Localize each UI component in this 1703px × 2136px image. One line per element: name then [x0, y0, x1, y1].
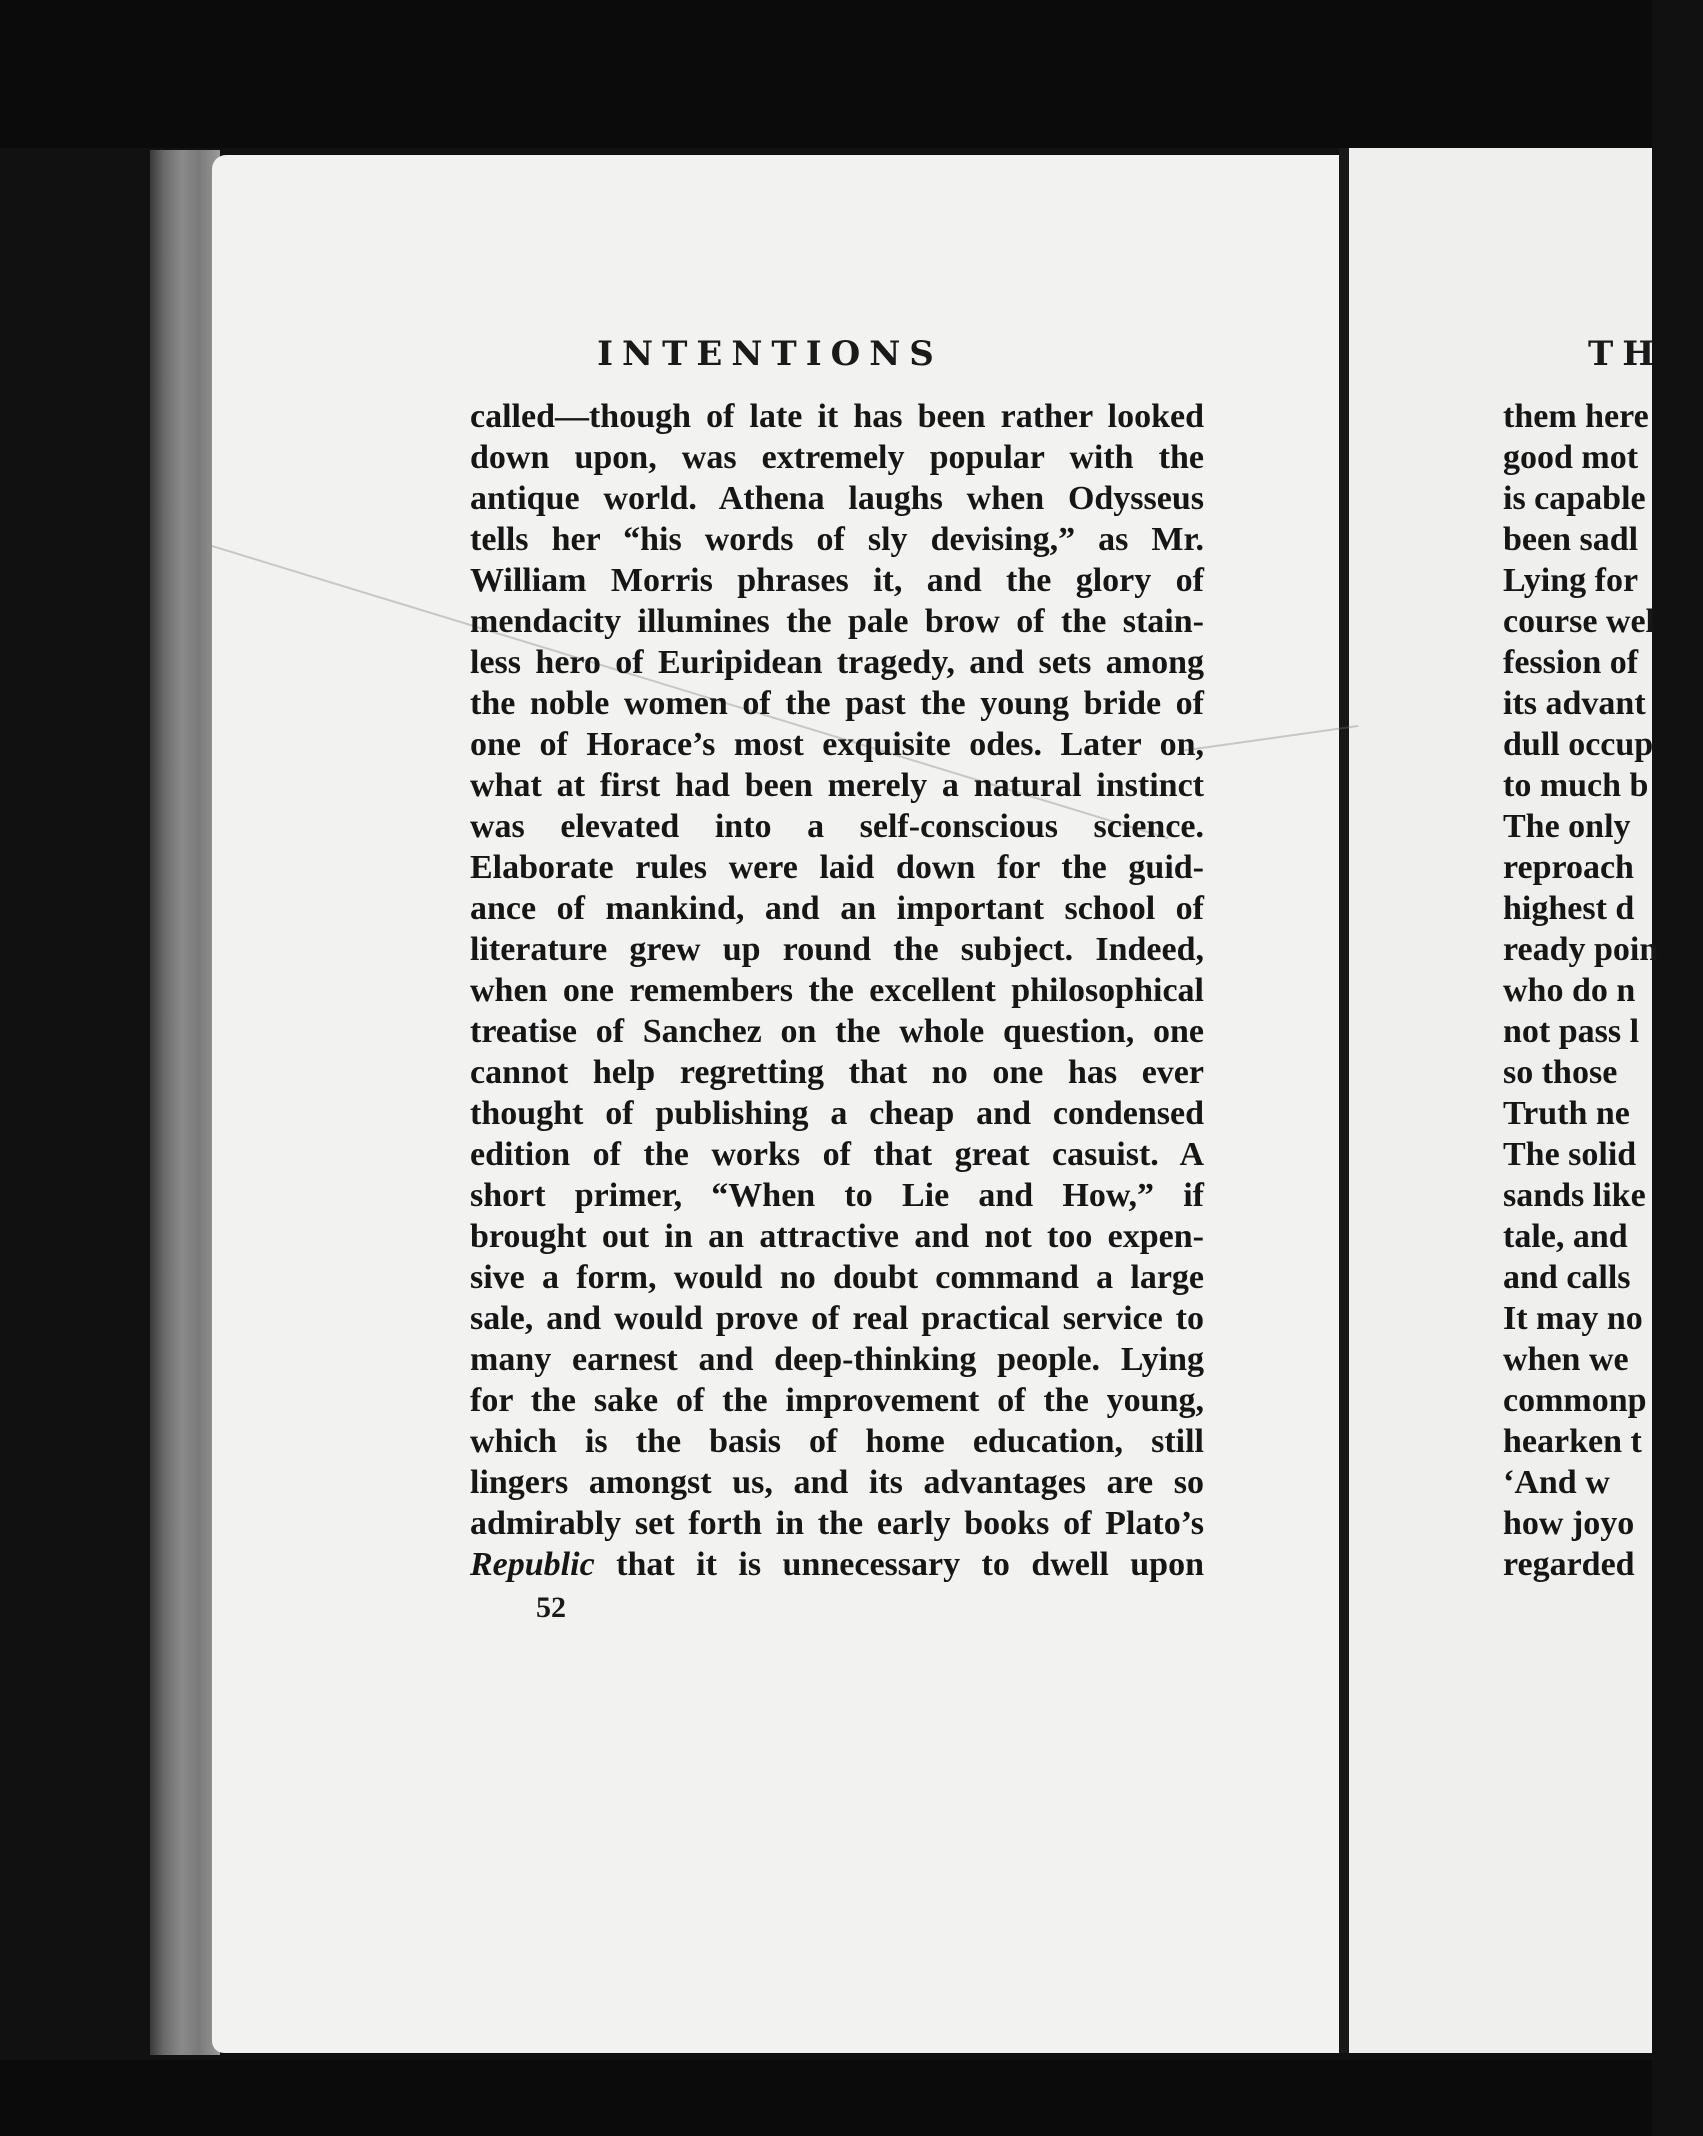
text-line: sive a form, would no doubt command a large [470, 1259, 1204, 1296]
text-line-last [470, 1544, 1204, 1585]
text-line: dull occup [1503, 726, 1654, 763]
text-line: and calls [1503, 1259, 1631, 1296]
text-line: mendacity illumines the pale brow of the stain- [470, 603, 1204, 640]
text-line: the noble women of the past the young bride of [470, 685, 1204, 722]
text-line: literature grew up round the subject. Indeed, [470, 931, 1204, 968]
text-line: many earnest and deep-thinking people. Lying [470, 1341, 1204, 1378]
text-line: William Morris phrases it, and the glory of [470, 562, 1204, 599]
text-line: to much b [1503, 767, 1649, 804]
text-line: brought out in an attractive and not too expen- [470, 1218, 1204, 1255]
text-line: commonp [1503, 1382, 1647, 1419]
text-line: short primer, “When to Lie and How,” if [470, 1177, 1204, 1214]
right-page-body [1503, 396, 1703, 1585]
page-number: 52 [536, 1591, 566, 1624]
text-line: how joyo [1503, 1505, 1635, 1542]
text-line: been sadl [1503, 521, 1639, 558]
scan-background-bottom [0, 2060, 1652, 2136]
text-line: sands like [1503, 1177, 1646, 1214]
text-line: so those [1503, 1054, 1618, 1091]
text-line: who do n [1503, 972, 1636, 1009]
text-line: thought of publishing a cheap and condensed [470, 1095, 1204, 1132]
text-line: fession of [1503, 644, 1639, 681]
book-gutter [1339, 148, 1349, 2053]
text-line: ready poin [1503, 931, 1659, 968]
text-line: The solid [1503, 1136, 1637, 1173]
text-line: treatise of Sanchez on the whole question, one [470, 1013, 1204, 1050]
text-line: Lying for [1503, 562, 1639, 599]
text-line: antique world. Athena laughs when Odysseus [470, 480, 1204, 517]
text-line: not pass l [1503, 1013, 1640, 1050]
text-line: sale, and would prove of real practical service to [470, 1300, 1204, 1337]
text-line: when one remembers the excellent philosophical [470, 972, 1204, 1009]
text-line: The only [1503, 808, 1631, 845]
text-line: edition of the works of that great casuist. A [470, 1136, 1204, 1173]
text-line: course wel [1503, 603, 1656, 640]
text-line: ance of mankind, and an important school of [470, 890, 1204, 927]
text-line: was elevated into a self-conscious science. [470, 808, 1204, 845]
text-line: when we [1503, 1341, 1629, 1378]
text-fragment: that it is unnecessary to dwell upon [616, 1546, 1204, 1583]
text-line: one of Horace’s most exquisite odes. Later on, [470, 726, 1204, 763]
text-line: called—though of late it has been rather looked [470, 398, 1204, 435]
text-line: Elaborate rules were laid down for the guid- [470, 849, 1204, 886]
text-line: its advant [1503, 685, 1646, 722]
text-line: which is the basis of home education, still [470, 1423, 1204, 1460]
text-line: tale, and [1503, 1218, 1628, 1255]
book-page-edges [150, 150, 220, 2055]
text-line: ‘And w [1503, 1464, 1610, 1501]
running-head: INTENTIONS [597, 334, 943, 374]
text-line: cannot help regretting that no one has ever [470, 1054, 1204, 1091]
text-line: is capable [1503, 480, 1646, 517]
text-line: Truth ne [1503, 1095, 1630, 1132]
italic-title: Republic [470, 1546, 595, 1583]
text-line: down upon, was extremely popular with the [470, 439, 1204, 476]
text-line: tells her “his words of sly devising,” as Mr. [470, 521, 1204, 558]
text-line: reproach [1503, 849, 1634, 886]
text-line: what at first had been merely a natural instinct [470, 767, 1204, 804]
text-line: highest d [1503, 890, 1635, 927]
text-line: for the sake of the improvement of the young, [470, 1382, 1204, 1419]
text-line: less hero of Euripidean tragedy, and sets among [470, 644, 1204, 681]
right-running-head: TH [1588, 334, 1664, 374]
text-line: It may no [1503, 1300, 1643, 1337]
text-line: good mot [1503, 439, 1639, 476]
text-line: hearken t [1503, 1423, 1642, 1460]
text-line: admirably set forth in the early books of Plato’s [470, 1505, 1204, 1542]
text-line: lingers amongst us, and its advantages are so [470, 1464, 1204, 1501]
left-page-body [470, 396, 1204, 1585]
text-line: them here [1503, 398, 1649, 435]
scan-background-top [0, 0, 1652, 148]
text-line: regarded [1503, 1546, 1635, 1583]
